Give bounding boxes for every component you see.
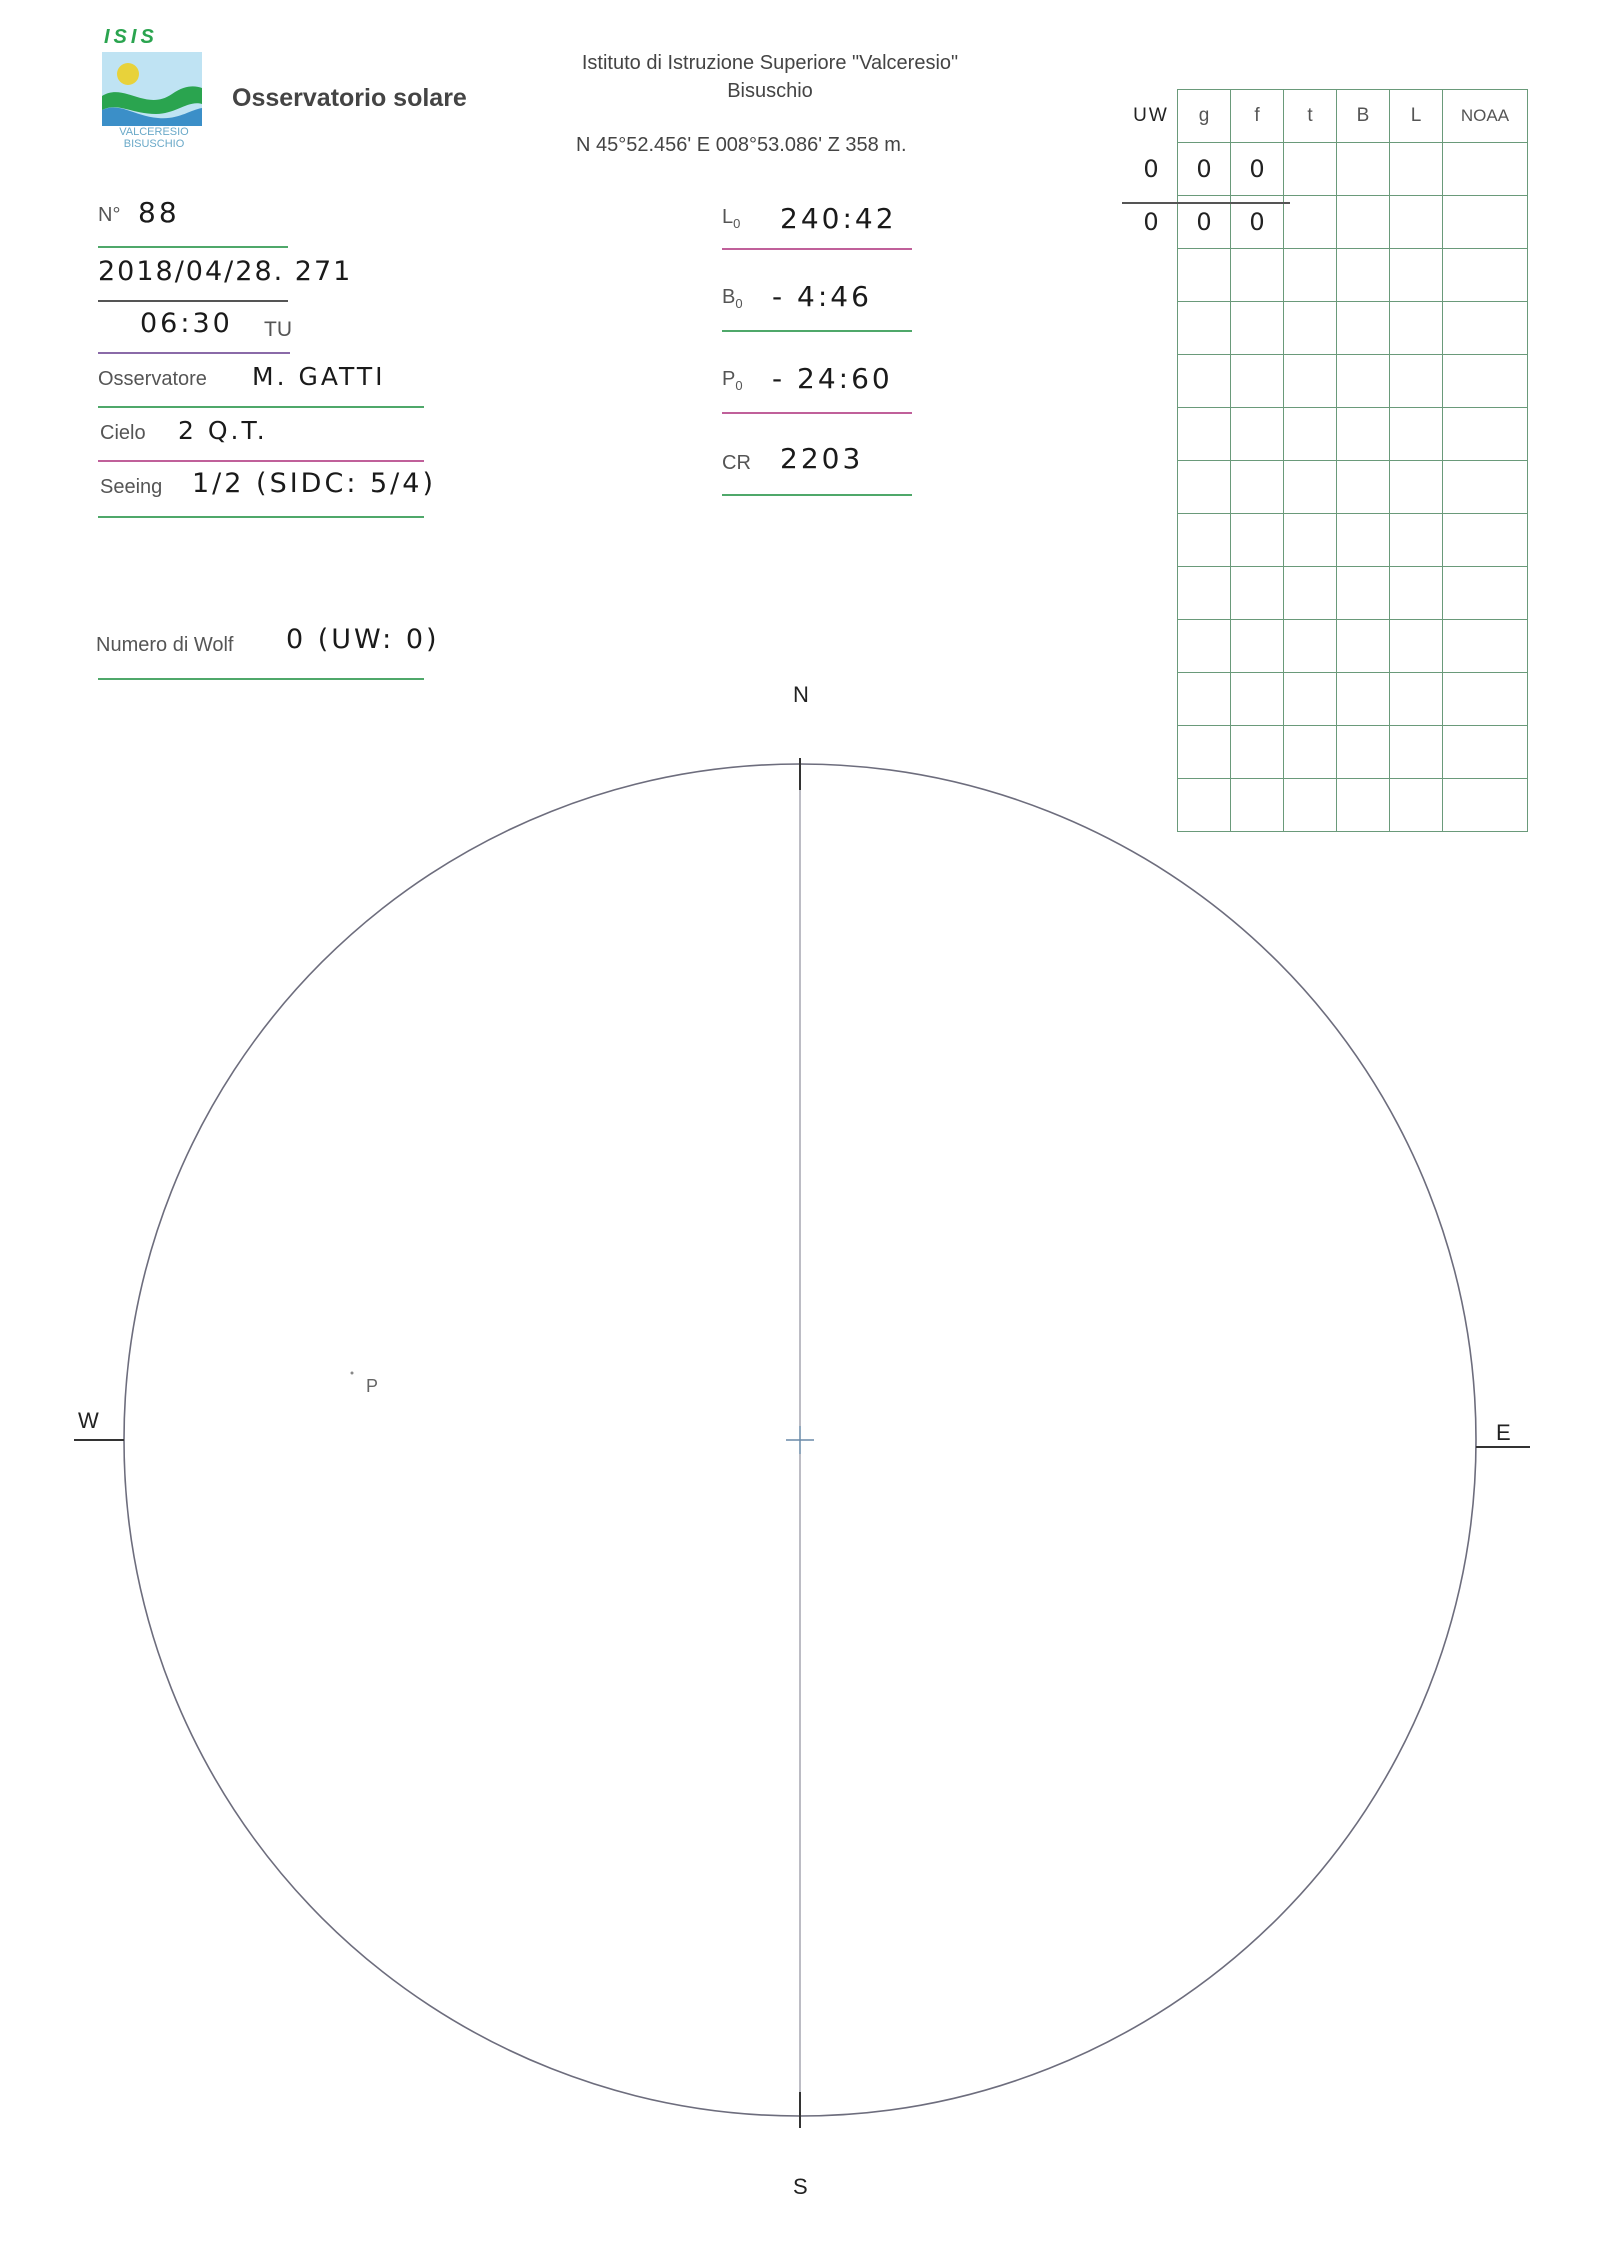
p0-subscript: 0 [735,378,743,393]
table-header-l: L [1390,90,1443,143]
time-value: 06:30 [140,308,233,339]
date-value: 2018/04/28. 271 [98,256,353,287]
table-header-f: f [1231,90,1284,143]
north-label: N [793,682,809,707]
seeing-value: 1/2 (SIDC: 5/4) [192,468,436,499]
table-cell: 0 [1143,208,1159,236]
b0-subscript: 0 [735,296,743,311]
logo-caption-line2: BISUSCHIO [123,138,185,150]
logo-caption-line1: VALCERESIO [119,126,189,138]
seeing-label: Seeing [100,476,163,498]
table-header-b: B [1337,90,1390,143]
table-cell: 0 [1231,143,1284,196]
cr-value: 2203 [780,442,864,475]
observer-value: M. GATTI [252,362,386,391]
number-value: 88 [138,196,180,229]
logo-lettering: ISIS [104,26,158,48]
cr-label: CR [722,452,751,474]
number-label: N° [98,204,121,226]
disk-dot-mark [351,1372,354,1375]
observatory-title: Osservatorio solare [232,84,467,112]
b0-value: - 4:46 [772,280,872,313]
wolf-value: 0 (UW: 0) [286,624,440,655]
east-label: E [1496,1420,1511,1445]
p0-letter: P [722,368,736,390]
table-header-g: g [1178,90,1231,143]
l0-subscript: 0 [733,216,741,231]
disk-marker-p: P [366,1376,379,1396]
b0-letter: B [722,286,736,308]
observatory-coordinates: N 45°52.456' E 008°53.086' Z 358 m. [576,134,907,156]
sky-label: Cielo [100,422,146,444]
sky-value: 2 Q.T. [178,416,268,445]
table-cell: 0 [1178,196,1231,249]
table-header-t: t [1284,90,1337,143]
observer-label: Osservatore [98,368,207,390]
institute-name: Istituto di Istruzione Superiore "Valceresio" [581,52,959,74]
time-unit: TU [264,318,292,341]
table-header-uw: UW [1133,105,1169,126]
l0-value: 240:42 [780,202,897,235]
p0-value: - 24:60 [772,362,893,395]
table-cell: 0 [1178,143,1231,196]
table-cell: 0 [1231,196,1284,249]
south-label: S [793,2174,808,2199]
table-cell: 0 [1143,155,1159,183]
west-label: W [78,1408,99,1433]
institute-town: Bisuschio [727,80,813,102]
wolf-label: Numero di Wolf [96,634,234,656]
table-header-noaa: NOAA [1443,90,1528,143]
l0-letter: L [722,206,734,228]
